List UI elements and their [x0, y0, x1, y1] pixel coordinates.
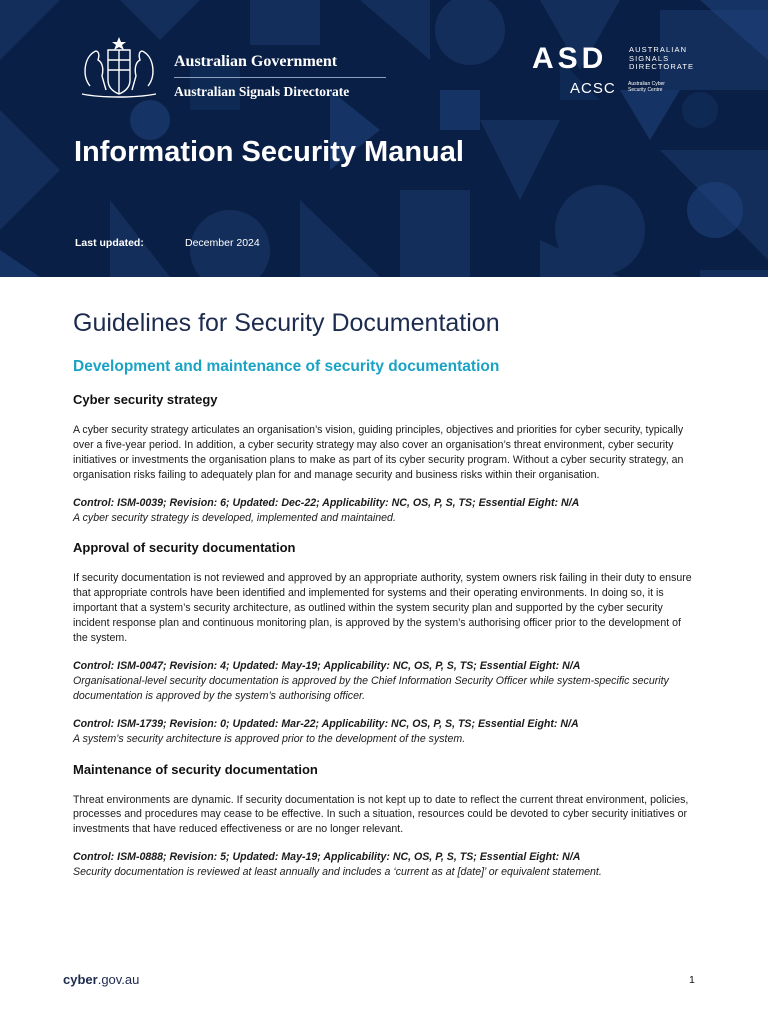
footer-site-bold: cyber	[63, 972, 98, 987]
last-updated-label: Last updated:	[75, 237, 144, 249]
section-maintenance	[73, 761, 697, 881]
government-identity	[174, 52, 386, 101]
header-banner	[0, 0, 768, 277]
document-title: Information Security Manual	[74, 136, 464, 168]
acsc-wordmark: ACSC	[570, 80, 616, 97]
control-header: Control: ISM-1739; Revision: 0; Updated: Mar-22; Applicability: NC, OS, P, S, TS; Essential Eight: N/A	[73, 717, 579, 730]
control-statement: Organisational-level security documentation is approved by the Chief Information Security Officer while system-specific security documentation is approved by the system’s authorising officer.	[73, 674, 669, 702]
section-cyber-security-strategy	[73, 391, 697, 525]
control-block	[73, 496, 697, 526]
body-paragraph: Threat environments are dynamic. If security documentation is not kept up to date to reflect the current threat environment, policies, processes and procedures may cease to be effective. In such a situation, resources could be devoted to cyber security initiatives or investments that have reduced effectiveness or are no longer relevant.	[73, 793, 689, 836]
footer-website-link[interactable]	[63, 972, 139, 987]
section-heading: Development and maintenance of security documentation	[73, 358, 500, 375]
coat-of-arms-icon	[72, 36, 166, 102]
footer-site-rest: .gov.au	[97, 972, 140, 987]
asd-wordmark: ASD	[532, 42, 608, 75]
control-statement: A cyber security strategy is developed, implemented and maintained.	[73, 511, 396, 524]
control-block	[73, 850, 697, 880]
asd-full-name: AUSTRALIAN SIGNALS DIRECTORATE	[629, 45, 695, 71]
government-name: Australian Government	[174, 52, 386, 78]
control-block	[73, 717, 697, 747]
control-statement: A system’s security architecture is approved prior to the development of the system.	[73, 732, 466, 745]
control-statement: Security documentation is reviewed at least annually and includes a ‘current as at [date]’ or equivalent statement.	[73, 866, 602, 879]
last-updated-value: December 2024	[185, 237, 260, 249]
asd-logo	[532, 42, 695, 97]
control-header: Control: ISM-0039; Revision: 6; Updated: Dec-22; Applicability: NC, OS, P, S, TS; Essential Eight: N/A	[73, 496, 580, 509]
body-paragraph: A cyber security strategy articulates an organisation’s vision, guiding principles, objectives and priorities for cyber security, typically over a five-year period. In addition, a cyber security strategy may also cover an organisation’s threat environment, cyber security initiatives or investments the organisation plans to make as part of its cyber security program. Without a cyber security strategy, an organisation risks failing to adequately plan for and manage security and business risks within their organisation.	[73, 424, 684, 481]
page-title: Guidelines for Security Documentation	[73, 309, 500, 337]
subsection-heading: Cyber security strategy	[73, 392, 218, 407]
subsection-heading: Approval of security documentation	[73, 540, 296, 556]
section-approval	[73, 539, 697, 746]
control-block	[73, 659, 697, 704]
subsection-heading: Maintenance of security documentation	[73, 761, 318, 777]
page-number: 1	[689, 974, 695, 986]
agency-name: Australian Signals Directorate	[174, 84, 350, 99]
control-header: Control: ISM-0047; Revision: 4; Updated: May-19; Applicability: NC, OS, P, S, TS; Essential Eight: N/A	[73, 659, 581, 672]
document-body	[73, 306, 697, 880]
control-header: Control: ISM-0888; Revision: 5; Updated: May-19; Applicability: NC, OS, P, S, TS; Essential Eight: N/A	[73, 851, 581, 864]
acsc-full-name: Australian Cyber Security Centre	[628, 81, 665, 93]
acsc-logo	[570, 80, 710, 98]
body-paragraph: If security documentation is not reviewed and approved by an appropriate authority, system owners risk failing in their duty to ensure that appropriate controls have been identified and implemented for systems and their operating environments. In doing so, it is important that a system’s security architecture, as outlined within the system security plan and supported by the cyber security incident response plan and continuous monitoring plan, is approved by the system’s authorising officer prior to the development of the system.	[73, 572, 692, 645]
